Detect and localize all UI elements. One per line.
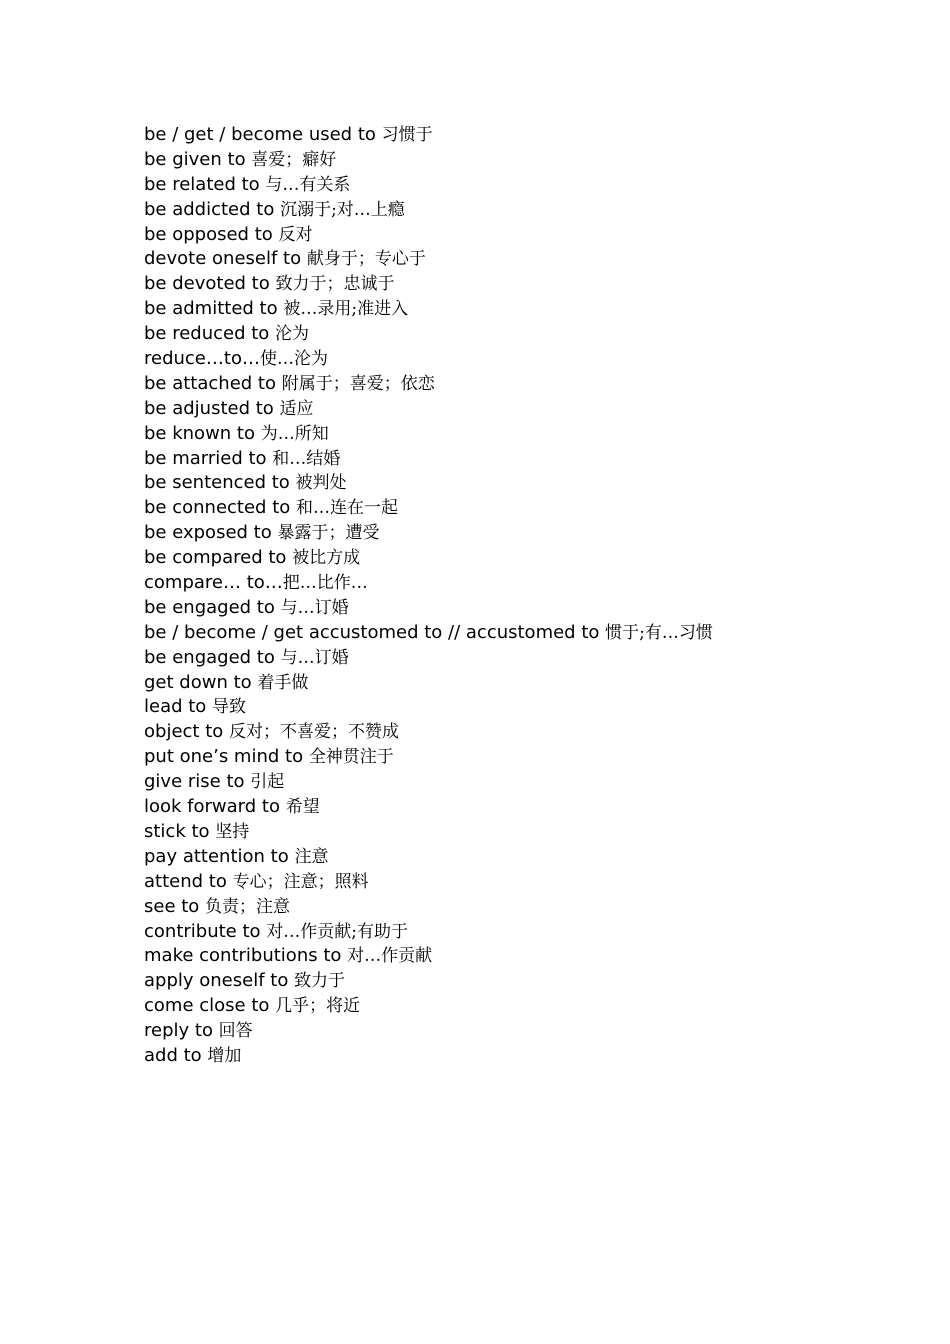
phrase-english: apply oneself to xyxy=(144,970,295,992)
phrase-chinese: 反对；不喜爱；不赞成 xyxy=(228,722,399,743)
phrase-english: be connected to xyxy=(144,497,296,519)
phrase-chinese: 增加 xyxy=(207,1045,242,1066)
phrase-english: give rise to xyxy=(144,771,251,793)
phrase-line xyxy=(144,447,713,472)
phrase-english: be reduced to xyxy=(144,323,276,345)
phrase-chinese: 习惯于 xyxy=(381,125,433,145)
phrase-english: add to xyxy=(144,1044,208,1066)
phrase-chinese: 被判处 xyxy=(295,473,347,494)
phrase-line xyxy=(144,944,713,969)
phrase-chinese: 着手做 xyxy=(257,672,309,693)
phrase-line xyxy=(144,621,713,646)
phrase-english: be admitted to xyxy=(144,298,284,320)
phrase-chinese: 专心；注意；照料 xyxy=(232,871,369,892)
phrase-line xyxy=(144,521,713,546)
phrase-english: be sentenced to xyxy=(144,472,296,494)
phrase-line xyxy=(144,994,713,1019)
phrase-line xyxy=(144,920,713,945)
phrase-chinese: 为…所知 xyxy=(260,423,329,444)
phrase-chinese: 全神贯注于 xyxy=(308,747,394,768)
phrase-english: lead to xyxy=(144,696,213,718)
phrase-english: reply to xyxy=(144,1020,219,1042)
phrase-line xyxy=(144,347,713,372)
phrase-chinese: 负责；注意 xyxy=(205,896,291,917)
phrase-line xyxy=(144,422,713,447)
phrase-line xyxy=(144,596,713,621)
phrase-line xyxy=(144,845,713,870)
phrase-chinese: 回答 xyxy=(218,1021,253,1042)
phrase-line xyxy=(144,173,713,198)
phrase-line xyxy=(144,546,713,571)
phrase-chinese: 喜爱；癖好 xyxy=(251,149,337,170)
phrase-line xyxy=(144,720,713,745)
phrase-chinese: 把…比作… xyxy=(282,573,368,594)
phrase-chinese: 导致 xyxy=(212,697,247,718)
phrase-english: see to xyxy=(144,895,206,917)
phrase-english: be engaged to xyxy=(144,646,281,668)
phrase-chinese: 沦为 xyxy=(275,324,310,345)
phrase-line xyxy=(144,272,713,297)
phrase-english: reduce…to… xyxy=(144,348,260,370)
phrase-english: be related to xyxy=(144,173,266,195)
phrase-chinese: 与…有关系 xyxy=(265,174,351,195)
phrase-english: get down to xyxy=(144,671,258,693)
phrase-english: be exposed to xyxy=(144,522,278,544)
phrase-english: pay attention to xyxy=(144,845,295,867)
phrase-english: attend to xyxy=(144,870,233,892)
phrase-chinese: 致力于 xyxy=(294,971,346,992)
phrase-chinese: 附属于；喜爱；依恋 xyxy=(281,373,435,394)
phrase-chinese: 惯于;有…习惯 xyxy=(605,622,713,643)
phrase-chinese: 暴露于；遭受 xyxy=(277,523,380,544)
phrase-chinese: 与…订婚 xyxy=(280,597,349,618)
phrase-english: compare… to… xyxy=(144,572,283,594)
phrase-list xyxy=(144,123,713,1069)
phrase-english: object to xyxy=(144,721,229,743)
phrase-chinese: 对…作贡献 xyxy=(347,946,433,967)
phrase-line xyxy=(144,1019,713,1044)
phrase-line xyxy=(144,198,713,223)
phrase-chinese: 与…订婚 xyxy=(280,647,349,668)
phrase-english: make contributions to xyxy=(144,945,348,967)
phrase-english: put one’s mind to xyxy=(144,746,309,768)
phrase-line xyxy=(144,571,713,596)
phrase-line xyxy=(144,745,713,770)
phrase-line xyxy=(144,123,713,148)
phrase-english: be devoted to xyxy=(144,273,276,295)
phrase-english: be addicted to xyxy=(144,198,281,220)
phrase-line xyxy=(144,397,713,422)
phrase-line xyxy=(144,1044,713,1069)
phrase-chinese: 被…录用;准进入 xyxy=(283,299,409,320)
phrase-english: be engaged to xyxy=(144,596,281,618)
phrase-line xyxy=(144,646,713,671)
phrase-line xyxy=(144,148,713,173)
phrase-line xyxy=(144,372,713,397)
phrase-line xyxy=(144,247,713,272)
phrase-english: be compared to xyxy=(144,547,293,569)
phrase-chinese: 使…沦为 xyxy=(259,349,328,370)
phrase-english: look forward to xyxy=(144,796,286,818)
phrase-chinese: 和…结婚 xyxy=(272,448,341,469)
phrase-english: be given to xyxy=(144,148,252,170)
phrase-line xyxy=(144,471,713,496)
phrase-english: be / become / get accustomed to // accustomed to xyxy=(144,621,606,643)
phrase-chinese: 希望 xyxy=(285,797,320,818)
phrase-chinese: 献身于；专心于 xyxy=(306,249,426,270)
phrase-english: be known to xyxy=(144,422,261,444)
phrase-line xyxy=(144,322,713,347)
phrase-line xyxy=(144,969,713,994)
phrase-chinese: 被比方成 xyxy=(292,548,361,569)
phrase-line xyxy=(144,770,713,795)
phrase-line xyxy=(144,223,713,248)
phrase-english: be married to xyxy=(144,447,273,469)
phrase-line xyxy=(144,297,713,322)
phrase-line xyxy=(144,895,713,920)
phrase-line xyxy=(144,671,713,696)
phrase-line xyxy=(144,820,713,845)
phrase-chinese: 对…作贡献;有助于 xyxy=(266,921,408,942)
phrase-line xyxy=(144,870,713,895)
phrase-chinese: 坚持 xyxy=(215,821,250,842)
phrase-line xyxy=(144,496,713,521)
phrase-chinese: 和…连在一起 xyxy=(296,498,398,519)
phrase-chinese: 反对 xyxy=(278,224,313,245)
phrase-english: be attached to xyxy=(144,372,282,394)
phrase-chinese: 注意 xyxy=(294,846,329,867)
phrase-chinese: 适应 xyxy=(279,398,314,419)
phrase-english: be adjusted to xyxy=(144,397,280,419)
phrase-english: come close to xyxy=(144,995,276,1017)
phrase-chinese: 致力于；忠诚于 xyxy=(275,274,395,295)
phrase-chinese: 引起 xyxy=(250,772,285,793)
phrase-line xyxy=(144,695,713,720)
phrase-english: be / get / become used to xyxy=(144,124,382,145)
phrase-english: be opposed to xyxy=(144,223,279,245)
phrase-english: contribute to xyxy=(144,920,267,942)
phrase-english: devote oneself to xyxy=(144,248,307,270)
phrase-chinese: 几乎；将近 xyxy=(275,996,361,1017)
phrase-line xyxy=(144,795,713,820)
phrase-english: stick to xyxy=(144,820,216,842)
phrase-chinese: 沉溺于;对…上瘾 xyxy=(280,199,405,220)
